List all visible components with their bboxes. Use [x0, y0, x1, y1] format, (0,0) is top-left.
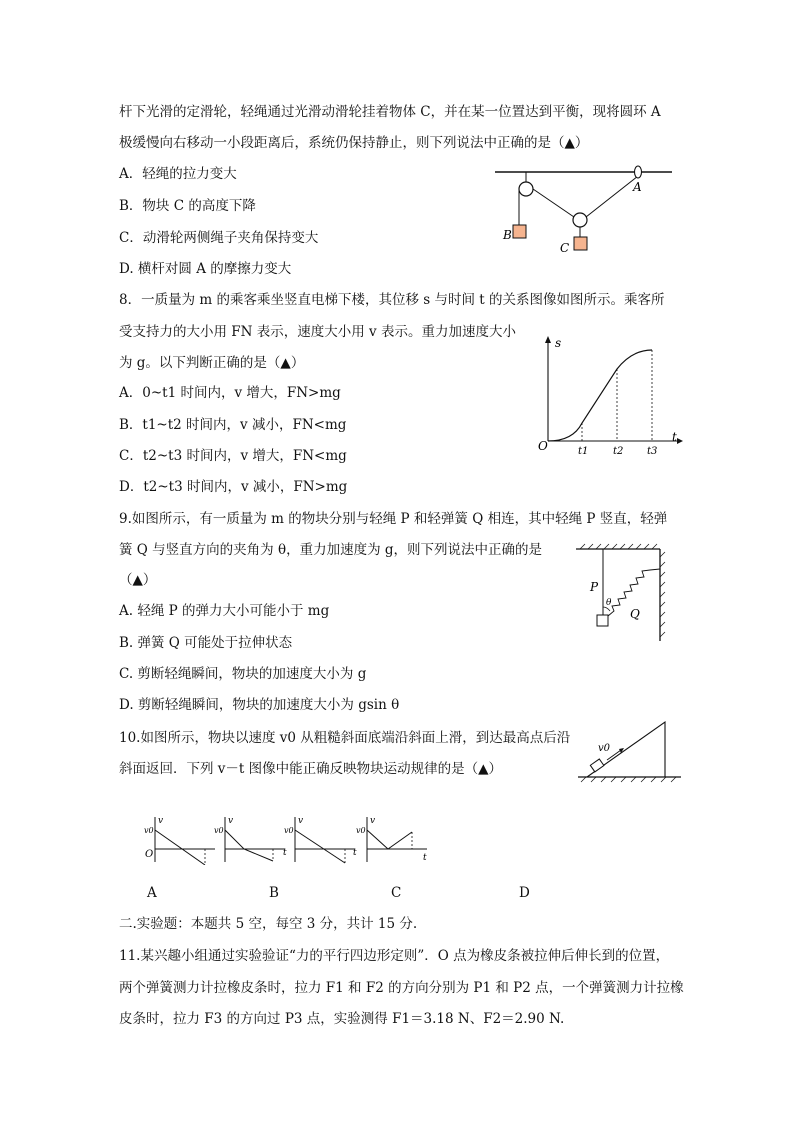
q9-line2: 簧 Q 与竖直方向的夹角为 θ，重力加速度为 g，则下列说法中正确的是: [119, 542, 543, 558]
q8-option-b: B．t1~t2 时间内，v 减小，FN<mg: [119, 417, 347, 433]
graph-d: [356, 816, 427, 863]
q7-label-a: A: [633, 180, 642, 194]
q8-option-c: C．t2~t3 时间内，v 增大，FN<mg: [119, 448, 347, 464]
q9-option-d: D. 剪断轻绳瞬间，物块的加速度大小为 gsin θ: [119, 697, 400, 713]
q9-label-p: P: [590, 580, 599, 594]
q7-pulley-figure: [490, 158, 680, 258]
q7-line1: 杆下光滑的定滑轮，轻绳通过光滑动滑轮挂着物体 C，并在某一位置达到平衡，现将圆环 A: [119, 104, 661, 120]
q10-choice-a: A: [147, 885, 157, 901]
svg-text:v0: v0: [144, 826, 154, 835]
svg-text:v: v: [228, 816, 234, 826]
q10-line2: 斜面返回．下列 v－t 图像中能正确反映物块运动规律的是（▲）: [119, 761, 503, 777]
q9-line3: （▲）: [119, 572, 157, 588]
svg-text:t: t: [353, 848, 357, 858]
svg-text:v: v: [370, 816, 376, 826]
q8-tick-t1: t1: [578, 446, 589, 457]
svg-text:v: v: [298, 816, 304, 826]
q8-axis-s: s: [555, 336, 562, 350]
q10-incline-figure: [575, 718, 685, 786]
q8-option-a: A．0~t1 时间内，v 增大，FN>mg: [119, 385, 341, 401]
q11-line2: 两个弹簧测力计拉橡皮条时，拉力 F1 和 F2 的方向分别为 P1 和 P2 点，一个弹簧测力计拉橡: [119, 980, 684, 996]
svg-text:v: v: [158, 816, 164, 826]
graph-a: [144, 816, 215, 865]
q9-line1: 9.如图所示，有一质量为 m 的物块分别与轻绳 P 和轻弹簧 Q 相连，其中轻绳 P 竖直，轻弹: [119, 511, 668, 527]
svg-text:v0: v0: [214, 826, 224, 835]
section-2-heading: 二.实验题：本题共 5 空，每空 3 分，共计 15 分.: [119, 916, 418, 932]
q8-axis-t: t: [672, 430, 677, 444]
svg-text:v0: v0: [284, 826, 294, 835]
q11-line1: 11.某兴趣小组通过实验验证“力的平行四边形定则”．O 点为橡皮条被拉伸后伸长到的位置，: [119, 948, 670, 964]
q9-label-theta: θ: [606, 598, 612, 608]
q8-tick-t2: t2: [613, 446, 624, 457]
q9-label-q: Q: [630, 607, 640, 621]
q9-option-a: A. 轻绳 P 的弹力大小可能小于 mg: [119, 603, 330, 619]
svg-text:t: t: [283, 848, 287, 858]
q9-spring-figure: [572, 541, 677, 649]
q7-label-b: B: [503, 228, 512, 242]
q8-s-t-graph: [535, 333, 685, 458]
q8-line3: 为 g。以下判断正确的是（▲）: [119, 355, 305, 371]
q8-line2: 受支持力的大小用 FN 表示，速度大小用 v 表示。重力加速度大小: [119, 324, 516, 340]
q10-choice-c: C: [391, 885, 402, 901]
q10-choice-b: B: [269, 885, 279, 901]
q7-option-a: A．轻绳的拉力变大: [119, 166, 237, 182]
q7-label-c: C: [560, 241, 570, 255]
q8-line1: 8．一质量为 m 的乘客乘坐竖直电梯下楼，其位移 s 与时间 t 的关系图像如图所示。乘客所: [119, 292, 665, 308]
q11-line3: 皮条时，拉力 F3 的方向过 P3 点，实验测得 F1＝3.18 N、F2＝2.90 N.: [119, 1011, 565, 1027]
q8-tick-t3: t3: [647, 446, 658, 457]
q7-option-d: D. 横杆对圆 A 的摩擦力变大: [119, 261, 292, 277]
q10-vt-graphs: [140, 815, 440, 865]
q10-line1: 10.如图所示，物块以速度 v0 从粗糙斜面底端沿斜面上滑，到达最高点后沿: [119, 730, 571, 746]
svg-text:O: O: [145, 849, 154, 860]
svg-text:v0: v0: [356, 826, 366, 835]
q7-option-c: C．动滑轮两侧绳子夹角保持变大: [119, 230, 319, 246]
q8-option-d: D．t2~t3 时间内，v 减小，FN>mg: [119, 479, 348, 495]
q9-option-b: B. 弹簧 Q 可能处于拉伸状态: [119, 635, 293, 651]
svg-text:t: t: [423, 853, 427, 863]
q7-line2: 极缓慢向右移动一小段距离后，系统仍保持静止，则下列说法中正确的是（▲）: [119, 135, 589, 151]
q10-label-v0: v0: [598, 743, 611, 754]
q10-choice-d: D: [519, 885, 530, 901]
q8-origin: O: [538, 439, 548, 453]
q9-option-c: C. 剪断轻绳瞬间，物块的加速度大小为 g: [119, 666, 367, 682]
q7-option-b: B．物块 C 的高度下降: [119, 198, 256, 214]
graph-c: [284, 816, 357, 863]
graph-b: [214, 816, 287, 862]
